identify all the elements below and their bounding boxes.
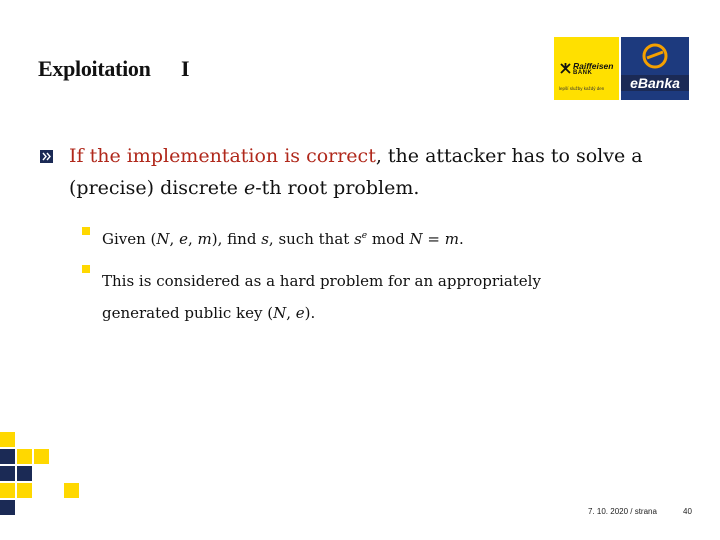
raiffeisen-cross-icon [560, 63, 571, 74]
highlight-text: If the implementation is correct [69, 145, 376, 167]
sub-bullet-square [82, 265, 90, 273]
footer-date: 7. 10. 2020 / strana [588, 507, 657, 516]
raiffeisen-logo [554, 37, 619, 100]
page-number: 40 [683, 507, 692, 516]
main-bullet-text: If the implementation is correct, the attacker has to solve a (precise) discrete e-th root problem. [69, 145, 643, 199]
sub-bullet-square [82, 227, 90, 235]
sub-bullet-2-text: This is considered as a hard problem for an appropriately generated public key (N, e). [102, 272, 541, 322]
ebanka-logo [621, 37, 689, 100]
raiffeisen-tagline: lepší služby každý den [559, 86, 605, 91]
bullet-arrow-icon [40, 150, 53, 163]
raiffeisen-name: Raiffeisen [573, 61, 614, 71]
slide-title-text: Exploitation [38, 56, 151, 81]
slide-title [38, 56, 190, 82]
raiffeisen-sub: BANK [573, 70, 593, 76]
ebanka-name: eBanka [621, 75, 689, 91]
slide-title-number: I [181, 56, 190, 81]
sub-bullet-1-text: Given (N, e, m), find s, such that $s^e$ mod N = m. [102, 230, 464, 248]
ebanka-emblem-icon [641, 42, 669, 70]
